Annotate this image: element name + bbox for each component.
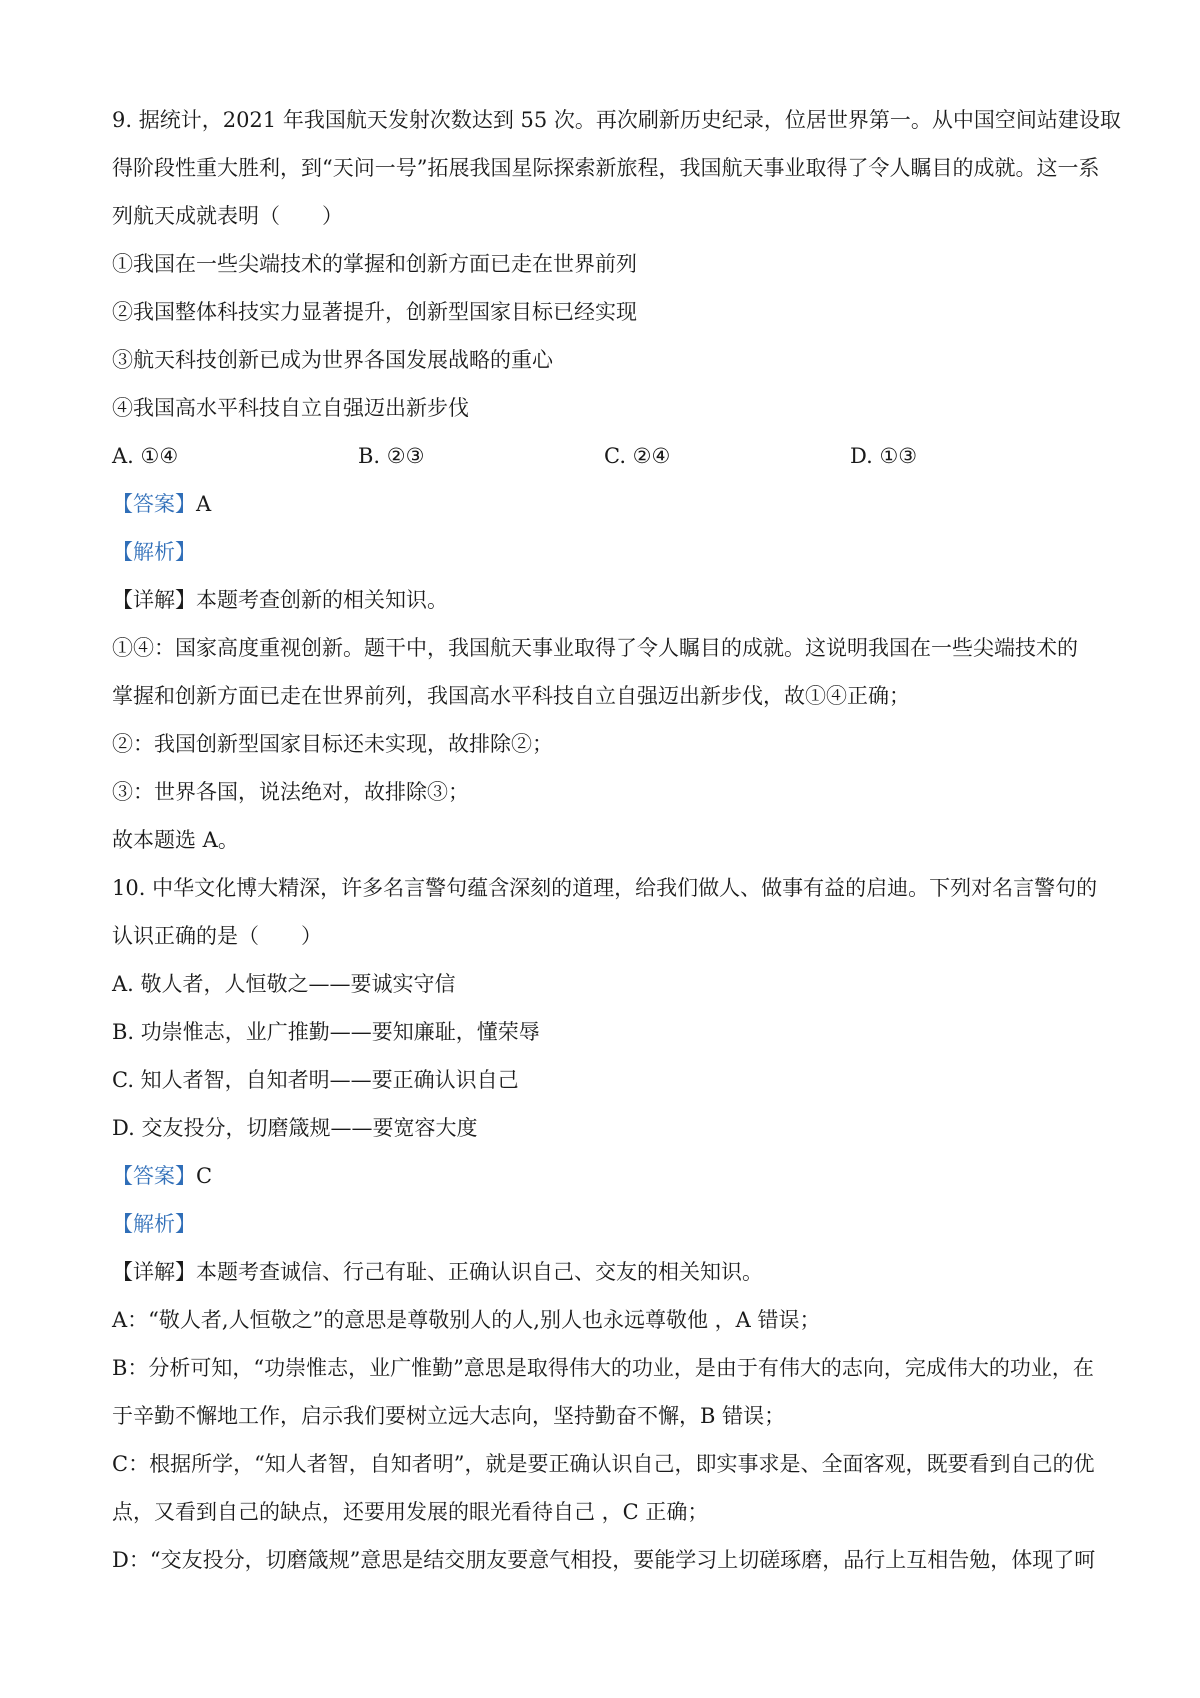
q9-analysis-tag: 【解析】: [112, 540, 196, 564]
q9-statement-2: ②我国整体科技实力显著提升，创新型国家目标已经实现: [112, 300, 637, 324]
q10-detail-6: 点，又看到自己的缺点，还要用发展的眼光看待自己 ，C 正确；: [112, 1500, 709, 1524]
q9-option-b: B. ②③: [358, 444, 425, 468]
q10-answer-tag: 【答案】: [112, 1164, 196, 1188]
q10-detail-7: D：“交友投分，切磨箴规”意思是结交朋友要意气相投，要能学习上切磋琢磨，品行上互相告勉，体现了呵: [112, 1548, 1096, 1572]
q9-answer-value: A: [196, 492, 212, 516]
q9-detail-6: 故本题选 A。: [112, 828, 239, 852]
q9-detail-1: 【详解】本题考查创新的相关知识。: [112, 588, 448, 612]
q9-stem-line-3: 列航天成就表明（ ）: [112, 204, 343, 228]
q10-detail-2: A：“敬人者,人恒敬之”的意思是尊敬别人的人,别人也永远尊敬他 ，A 错误；: [112, 1308, 821, 1332]
q9-statement-3: ③航天科技创新已成为世界各国发展战略的重心: [112, 348, 553, 372]
q9-answer: [112, 480, 1102, 528]
q9-option-a: A. ①④: [112, 444, 179, 468]
q9-detail-3: 掌握和创新方面已走在世界前列，我国高水平科技自立自强迈出新步伐，故①④正确；: [112, 684, 910, 708]
q10-option-a: A. 敬人者，人恒敬之——要诚实守信: [112, 972, 456, 996]
q9-stem-line-1: 9. 据统计，2021 年我国航天发射次数达到 55 次。再次刷新历史纪录，位居世界第一。从中国空间站建设取: [112, 108, 1121, 132]
q9-statement-4: ④我国高水平科技自立自强迈出新步伐: [112, 396, 469, 420]
q9-detail-2: ①④：国家高度重视创新。题干中，我国航天事业取得了令人瞩目的成就。这说明我国在一些尖端技术的: [112, 636, 1078, 660]
q9-stem-line-2: 得阶段性重大胜利，到“天问一号”拓展我国星际探索新旅程，我国航天事业取得了令人瞩目的成就。这一系: [112, 156, 1100, 180]
q9-answer-tag: 【答案】: [112, 492, 196, 516]
q10-detail-4: 于辛勤不懈地工作，启示我们要树立远大志向，坚持勤奋不懈，B 错误；: [112, 1404, 786, 1428]
q10-answer: [112, 1152, 1102, 1200]
document-page: [112, 96, 1121, 1584]
q10-option-b: B. 功崇惟志，业广推勤——要知廉耻，懂荣辱: [112, 1020, 540, 1044]
q9-detail-4: ②：我国创新型国家目标还未实现，故排除②；: [112, 732, 553, 756]
q9-detail-5: ③：世界各国，说法绝对，故排除③；: [112, 780, 469, 804]
q10-answer-value: C: [196, 1164, 213, 1188]
q10-detail-1: 【详解】本题考查诚信、行己有耻、正确认识自己、交友的相关知识。: [112, 1260, 763, 1284]
q10-detail-3: B：分析可知，“功崇惟志，业广惟勤”意思是取得伟大的功业，是由于有伟大的志向，完成伟大的功业，在: [112, 1356, 1094, 1380]
q9-options: [112, 432, 1102, 480]
q10-analysis-tag: 【解析】: [112, 1212, 196, 1236]
q9-option-c: C. ②④: [604, 444, 671, 468]
q10-stem-line-2: 认识正确的是（ ）: [112, 924, 322, 948]
q9-statement-1: ①我国在一些尖端技术的掌握和创新方面已走在世界前列: [112, 252, 637, 276]
q10-detail-5: C：根据所学，“知人者智，自知者明”，就是要正确认识自己，即实事求是、全面客观，既要看到自己的优: [112, 1452, 1095, 1476]
q10-stem-line-1: 10. 中华文化博大精深，许多名言警句蕴含深刻的道理，给我们做人、做事有益的启迪。下列对名言警句的: [112, 876, 1098, 900]
q10-option-d: D. 交友投分，切磨箴规——要宽容大度: [112, 1116, 478, 1140]
q9-option-d: D. ①③: [850, 444, 918, 468]
q10-option-c: C. 知人者智，自知者明——要正确认识自己: [112, 1068, 519, 1092]
